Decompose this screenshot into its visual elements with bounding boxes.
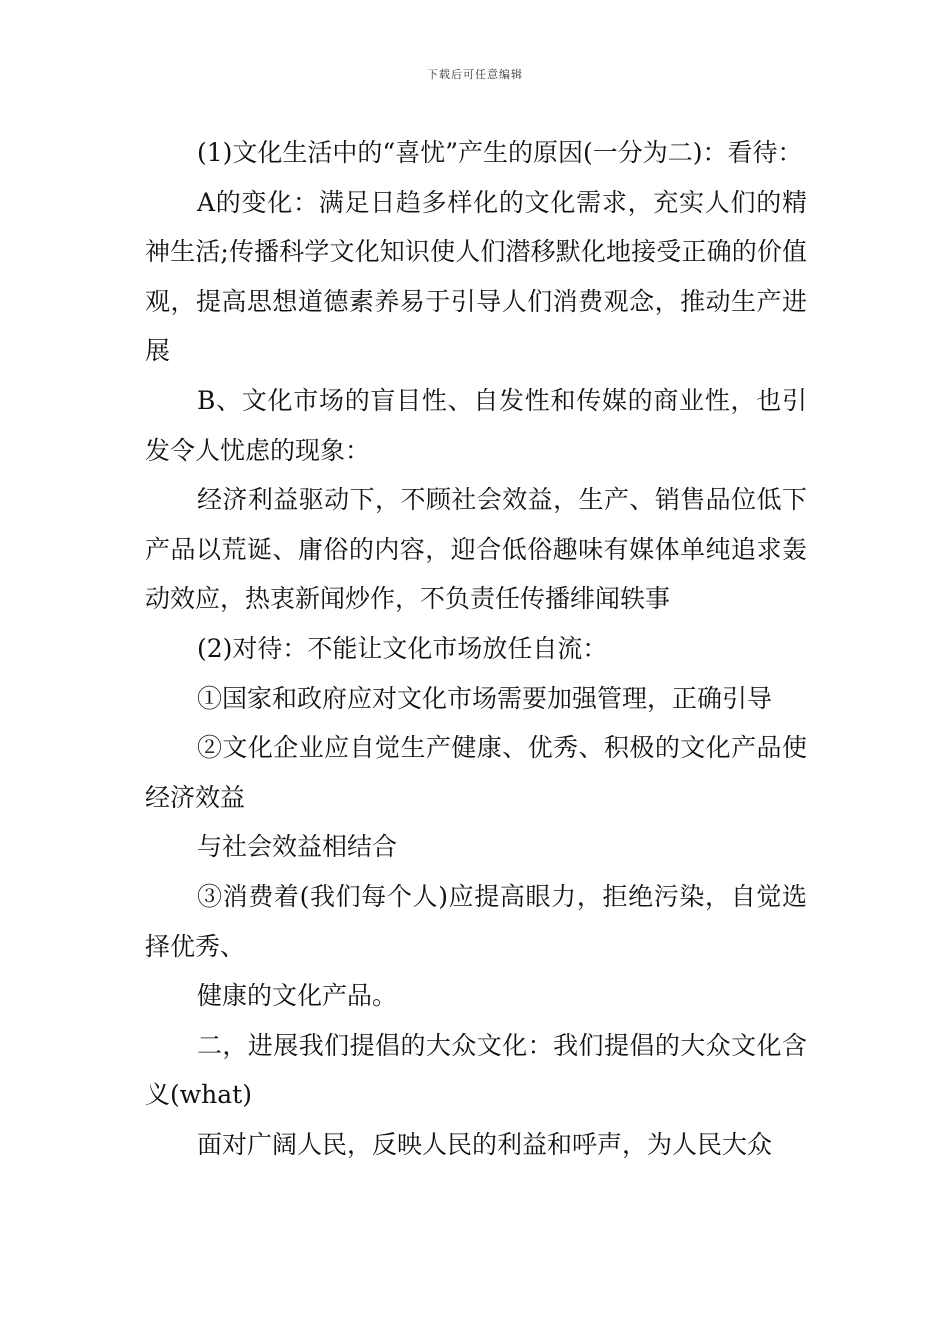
- paragraph-11: 二，进展我们提倡的大众文化：我们提倡的大众文化含义(what): [145, 1030, 807, 1110]
- paragraph-7: ②文化企业应自觉生产健康、优秀、积极的文化产品使经济效益: [145, 733, 807, 812]
- paragraph-1: (1)文化生活中的“喜忧”产生的原因(一分为二)：看待：: [197, 138, 803, 167]
- page-header: 下载后可任意编辑: [427, 68, 523, 81]
- paragraph-5: (2)对待：不能让文化市场放任自流：: [197, 633, 608, 663]
- paragraph-6: ①国家和政府应对文化市场需要加强管理，正确引导: [197, 683, 773, 713]
- paragraph-9: ③消费着(我们每个人)应提高眼力，拒绝污染，自觉选择优秀、: [145, 881, 807, 961]
- paragraph-8: 与社会效益相结合: [197, 832, 398, 862]
- paragraph-4: 经济利益驱动下，不顾社会效益，生产、销售品位低下产品以荒诞、庸俗的内容，迎合低俗趣味有媒体单纯追求轰动效应，热衷新闻炒作，不负责任传播绯闻轶事: [145, 485, 807, 614]
- paragraph-12: 面对广阔人民，反映人民的利益和呼声，为人民大众: [197, 1129, 773, 1159]
- paragraph-3: B、文化市场的盲目性、自发性和传媒的商业性，也引发令人忧虑的现象：: [145, 385, 807, 465]
- document-body: [145, 128, 807, 1169]
- paragraph-10: 健康的文化产品。: [197, 981, 398, 1011]
- paragraph-2: A的变化：满足日趋多样化的文化需求，充实人们的精神生活;传播科学文化知识使人们潜移默化地接受正确的价值观，提高思想道德素养易于引导人们消费观念，推动生产进展: [145, 187, 807, 366]
